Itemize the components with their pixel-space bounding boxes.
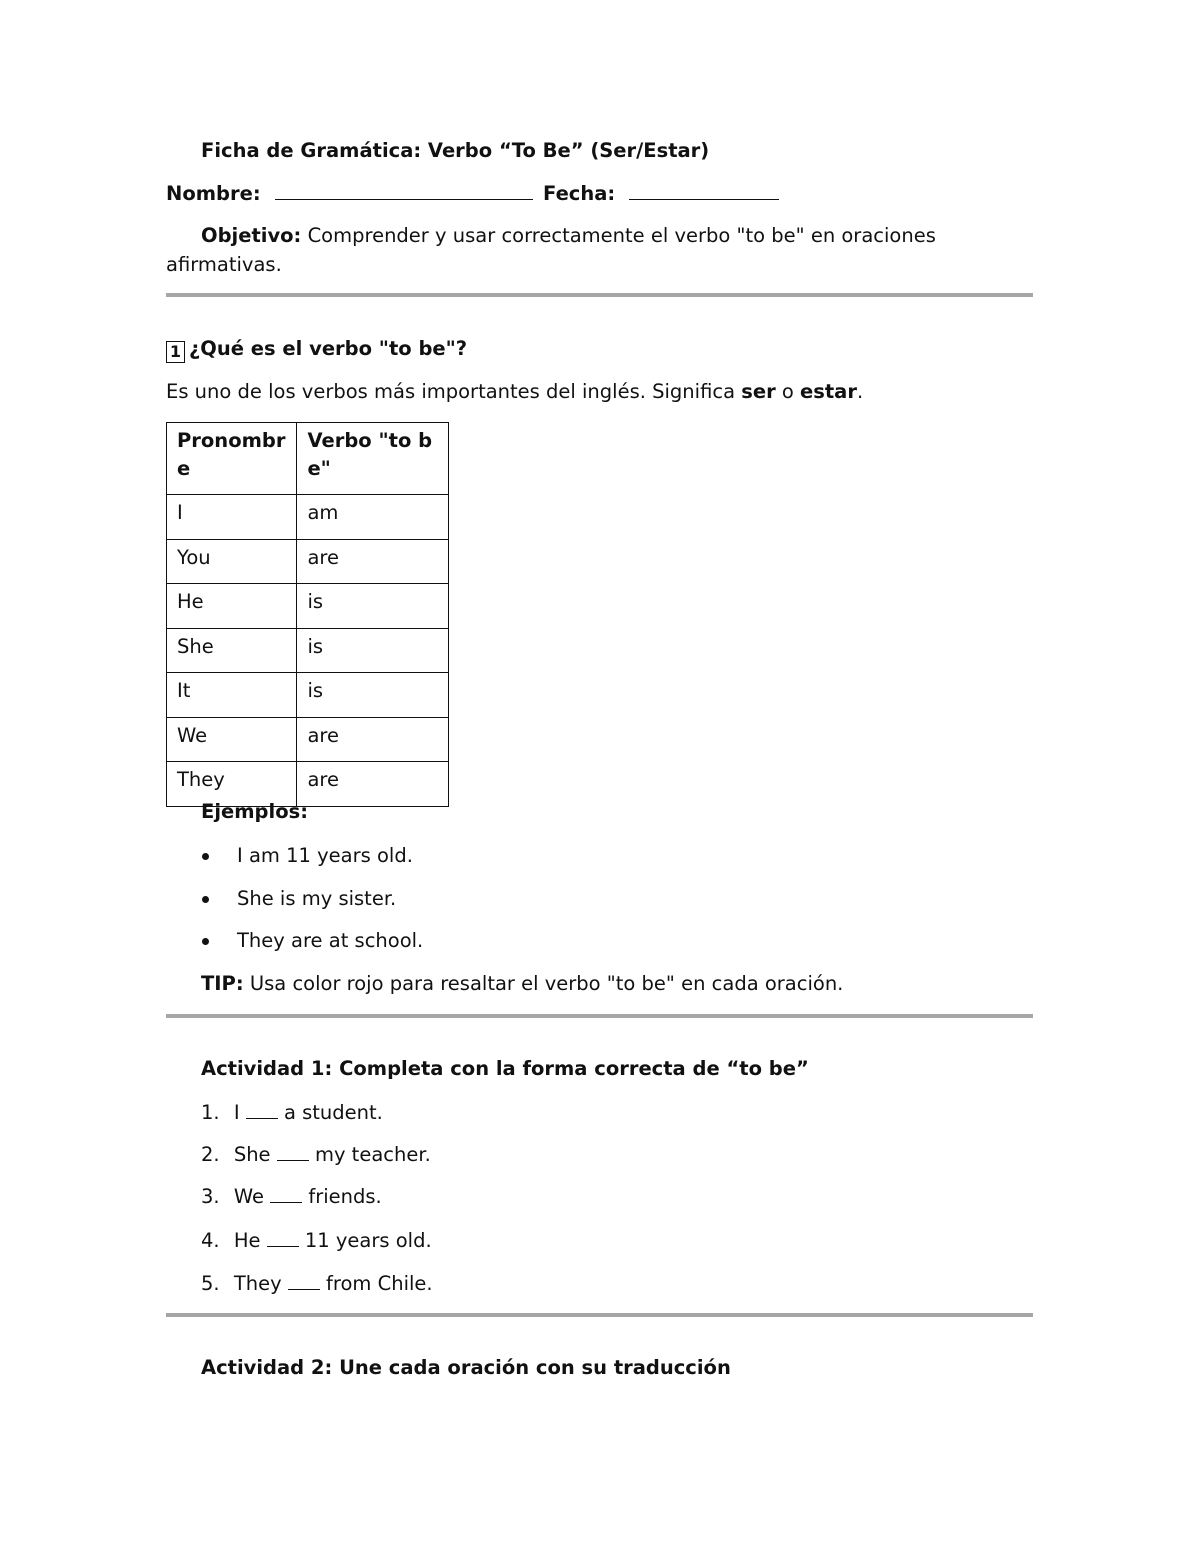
table-cell: is xyxy=(297,628,449,673)
answer-blank[interactable] xyxy=(288,1288,320,1290)
page-title xyxy=(201,139,709,162)
table-cell: He xyxy=(167,584,297,629)
name-label: Nombre: xyxy=(166,182,261,205)
table-row xyxy=(167,717,449,762)
activity-2-heading: Actividad 2: Une cada oración con su traducción xyxy=(201,1356,731,1379)
name-date-row xyxy=(166,182,779,205)
table-row xyxy=(167,495,449,540)
list-item: She is my sister. xyxy=(237,887,397,910)
keycap-one-icon: 1 xyxy=(166,341,185,363)
title-text: Ficha de Gramática: Verbo “To Be” (Ser/Estar) xyxy=(201,139,710,162)
table-cell: They xyxy=(167,762,297,807)
table-cell: She xyxy=(167,628,297,673)
answer-blank[interactable] xyxy=(277,1159,309,1161)
pronoun-table xyxy=(166,422,449,807)
exercise-item: 2. She my teacher. xyxy=(201,1143,431,1166)
table-header-row xyxy=(167,423,449,495)
table-cell: We xyxy=(167,717,297,762)
tip-label: TIP: xyxy=(201,972,244,995)
exercise-item: 5. They from Chile. xyxy=(201,1272,433,1295)
name-blank[interactable] xyxy=(275,198,533,200)
answer-blank[interactable] xyxy=(267,1245,299,1247)
objective-text-continued: afirmativas. xyxy=(166,253,282,276)
divider xyxy=(166,293,1033,297)
objective-text: Comprender y usar correctamente el verbo "to be" en oraciones xyxy=(307,224,936,247)
objective-line-2 xyxy=(166,253,282,276)
bullet-icon xyxy=(202,853,209,860)
table-cell: is xyxy=(297,673,449,718)
section-heading-text: ¿Qué es el verbo "to be"? xyxy=(189,337,468,360)
table-cell: I xyxy=(167,495,297,540)
section-intro: Es uno de los verbos más importantes del inglés. Significa ser o estar. xyxy=(166,380,864,403)
objective-label: Objetivo: xyxy=(201,224,302,247)
bullet-icon xyxy=(202,896,209,903)
divider xyxy=(166,1014,1033,1018)
tip-text: Usa color rojo para resaltar el verbo "to be" en cada oración. xyxy=(249,972,844,995)
objective-line-1 xyxy=(201,224,936,247)
divider xyxy=(166,1313,1033,1317)
table-cell: are xyxy=(297,762,449,807)
examples-label: Ejemplos: xyxy=(201,800,308,823)
bullet-icon xyxy=(202,938,209,945)
section-heading xyxy=(166,337,467,363)
date-blank[interactable] xyxy=(629,198,779,200)
tip-line xyxy=(201,972,843,995)
table-cell: You xyxy=(167,539,297,584)
list-item: They are at school. xyxy=(237,929,424,952)
table-cell: It xyxy=(167,673,297,718)
table-row xyxy=(167,628,449,673)
exercise-item: 3. We friends. xyxy=(201,1185,382,1208)
exercise-item: 1. I a student. xyxy=(201,1101,383,1124)
table-cell: are xyxy=(297,717,449,762)
table-cell: are xyxy=(297,539,449,584)
table-cell: is xyxy=(297,584,449,629)
table-cell: am xyxy=(297,495,449,540)
table-row xyxy=(167,673,449,718)
answer-blank[interactable] xyxy=(270,1201,302,1203)
exercise-item: 4. He 11 years old. xyxy=(201,1229,432,1252)
answer-blank[interactable] xyxy=(246,1117,278,1119)
activity-1-heading: Actividad 1: Completa con la forma correcta de “to be” xyxy=(201,1057,809,1080)
date-label: Fecha: xyxy=(543,182,616,205)
table-row xyxy=(167,584,449,629)
table-row xyxy=(167,539,449,584)
table-header-cell: Verbo "to be" xyxy=(297,423,449,495)
list-item: I am 11 years old. xyxy=(237,844,413,867)
table-header-cell: Pronombre xyxy=(167,423,297,495)
